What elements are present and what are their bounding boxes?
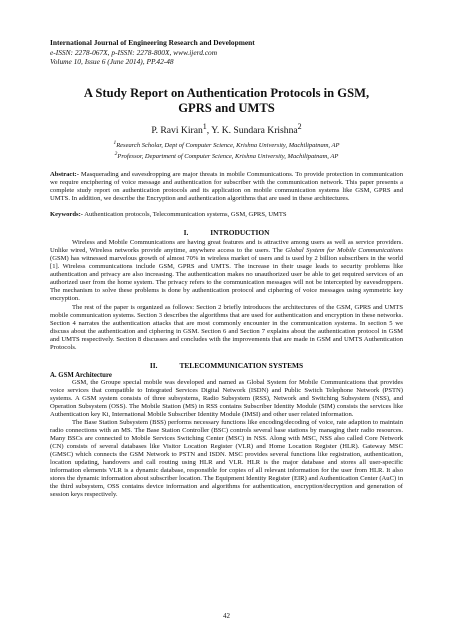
section-2-heading <box>50 361 403 370</box>
author-line <box>50 122 403 136</box>
author-2: Y. K. Sundara Krishna <box>211 124 298 136</box>
keywords <box>50 211 403 219</box>
section-1-heading <box>50 228 403 237</box>
abstract-label: Abstract:- <box>50 170 79 178</box>
section-2-title: TELECOMMUNICATION SYSTEMS <box>179 360 304 370</box>
intro-p1-part-b: (GSM) has witnessed marvelous growth of almost 70% in wireless market of users and is used by 2 billion subscribers in the world [1]. Wireless communications include GSM, GPRS and UMTS. The increase in their usage leads to security problems like authentication and privacy are also increasing. The authentication makes no unauthorized user be able to get required services of an authorized user from the home system. The privacy refers to the communication messages will not be intercepted by eavesdroppers. The mechanism to solve these problems is done by authentication protocol and ciphering of voice messages using symmetric key encryption. <box>50 255 403 303</box>
author-1-sup: 1 <box>202 121 207 131</box>
gsm-paragraph-2: The Base Station Subsystem (BSS) performs necessary functions like encoding/decoding of voice, rate adaption to maintain radio connections with an MS. The Base Station Controller (BSC) controls several base stations by managing their radio resources. Many BSCs are connected to Mobile Services Switching Center (MSC) in NSS. Along with MSC, NSS also called Core Network (CN) consists of several databases like Visitor Location Register (VLR) and Home Location Register (HLR). Gateway MSC (GMSC) which connects the GSM Network to PSTN and ISDN. MSC provides several functions like registration, authentication, location updating, handovers and call routing using HLR and VLR. HLR is the major database and stores all user-specific information elements VLR is a dynamic database, responsible for copies of all relevant information for the user from HLR. It also stores the dynamic information about subscriber location. The Equipment Identity Register (EIR) and Authentication Center (AuC) in the third subsystem, OSS contains device information and algorithms for authentication, encryption/decryption and generation of session keys respectively. <box>50 419 403 499</box>
paper-title-line-2: GPRS and UMTS <box>178 101 275 116</box>
keywords-text: Authentication protocols, Telecommunication systems, GSM, GPRS, UMTS <box>82 211 287 219</box>
journal-name: International Journal of Engineering Research and Development <box>50 38 255 47</box>
abstract-text: Masquerading and eavesdropping are major threats in mobile Communications. To provide protection in communication we require enciphering of voice message and authentication for subscriber with the communication network. This paper presents a complete study report on authentication protocols and its application on mobile communication systems like GSM, GPRS and UMTS. In addition, we describe the Encryption and authentication algorithms that are used in these architectures. <box>50 170 403 202</box>
page-number: 42 <box>223 612 230 620</box>
gsm-paragraph-1: GSM, the Groupe special mobile was developed and named as Global System for Mobile Communications that provides voice services that compatible to Integrated Services Digital Network (ISDN) and Public Switch Telephone Network (PSTN) systems. A GSM system consists of three subsystems, Radio Subsystem (RSS), Network and Switching Subsystem (NSS), and Operation Subsystem (OSS). The Mobile Station (MS) in RSS contains Subscriber Identity Module (SIM) consists the services like Authentication key Ki, International Mobile Subscriber Identity Module (IMSI) and other user related information. <box>50 378 403 418</box>
affiliation-1-sup: 1 <box>113 139 117 146</box>
journal-volume: Volume 10, Issue 6 (June 2014), PP.42-48 <box>50 57 174 67</box>
author-2-sup: 2 <box>297 121 302 131</box>
intro-p1-part-a: Wireless and Mobile Communications are having great features and is attractive among users as well as service providers. Unlike wired, Wireless networks provide anytime, anywhere access to the users. The <box>50 239 403 255</box>
affiliation-2-sup: 2 <box>114 151 118 158</box>
section-1-number: I. <box>183 228 189 238</box>
journal-issn: e-ISSN: 2278-067X, p-ISSN: 2278-800X, www.ijerd.com <box>50 47 218 57</box>
affiliation-1 <box>50 139 403 150</box>
journal-header <box>50 38 403 67</box>
author-separator: , <box>206 124 212 136</box>
section-1-title: INTRODUCTION <box>210 228 270 238</box>
intro-p1-emphasis: Global System for Mobile Communications <box>285 247 403 255</box>
paper-title <box>50 86 403 117</box>
affiliations <box>50 139 403 162</box>
author-1: P. Ravi Kiran <box>151 124 203 136</box>
paper-title-line-1: A Study Report on Authentication Protocols in GSM, <box>83 85 370 100</box>
affiliation-2-text: Professor, Department of Computer Science, Krishna University, Machilipatnam, AP <box>117 153 339 161</box>
intro-paragraph-1 <box>50 239 403 303</box>
affiliation-1-text: Research Scholar, Dept of Computer Science, Krishna University, Machilipatnam, AP <box>116 142 340 150</box>
affiliation-2 <box>50 150 403 161</box>
keywords-label: Keywords:- <box>50 211 83 219</box>
subsection-a-heading: A. GSM Architecture <box>50 371 112 379</box>
intro-paragraph-2: The rest of the paper is organized as follows: Section 2 briefly introduces the architectures of the GSM, GPRS and UMTS mobile communication systems. Section 3 describes the algorithms that are used for authentication and encryption in these networks. Section 4 narrates the authentication attacks that are most commonly encounter in the communication systems. In section 5 we discuss about the authentication and ciphering in GSM. Section 6 and Section 7 explains about the authentication protocol in GSM and UMTS respectively. Section 8 discusses and concludes with the improvements that are made in GSM and UMTS Authentication Protocols. <box>50 303 403 351</box>
abstract <box>50 171 403 203</box>
section-2-number: II. <box>149 360 158 370</box>
